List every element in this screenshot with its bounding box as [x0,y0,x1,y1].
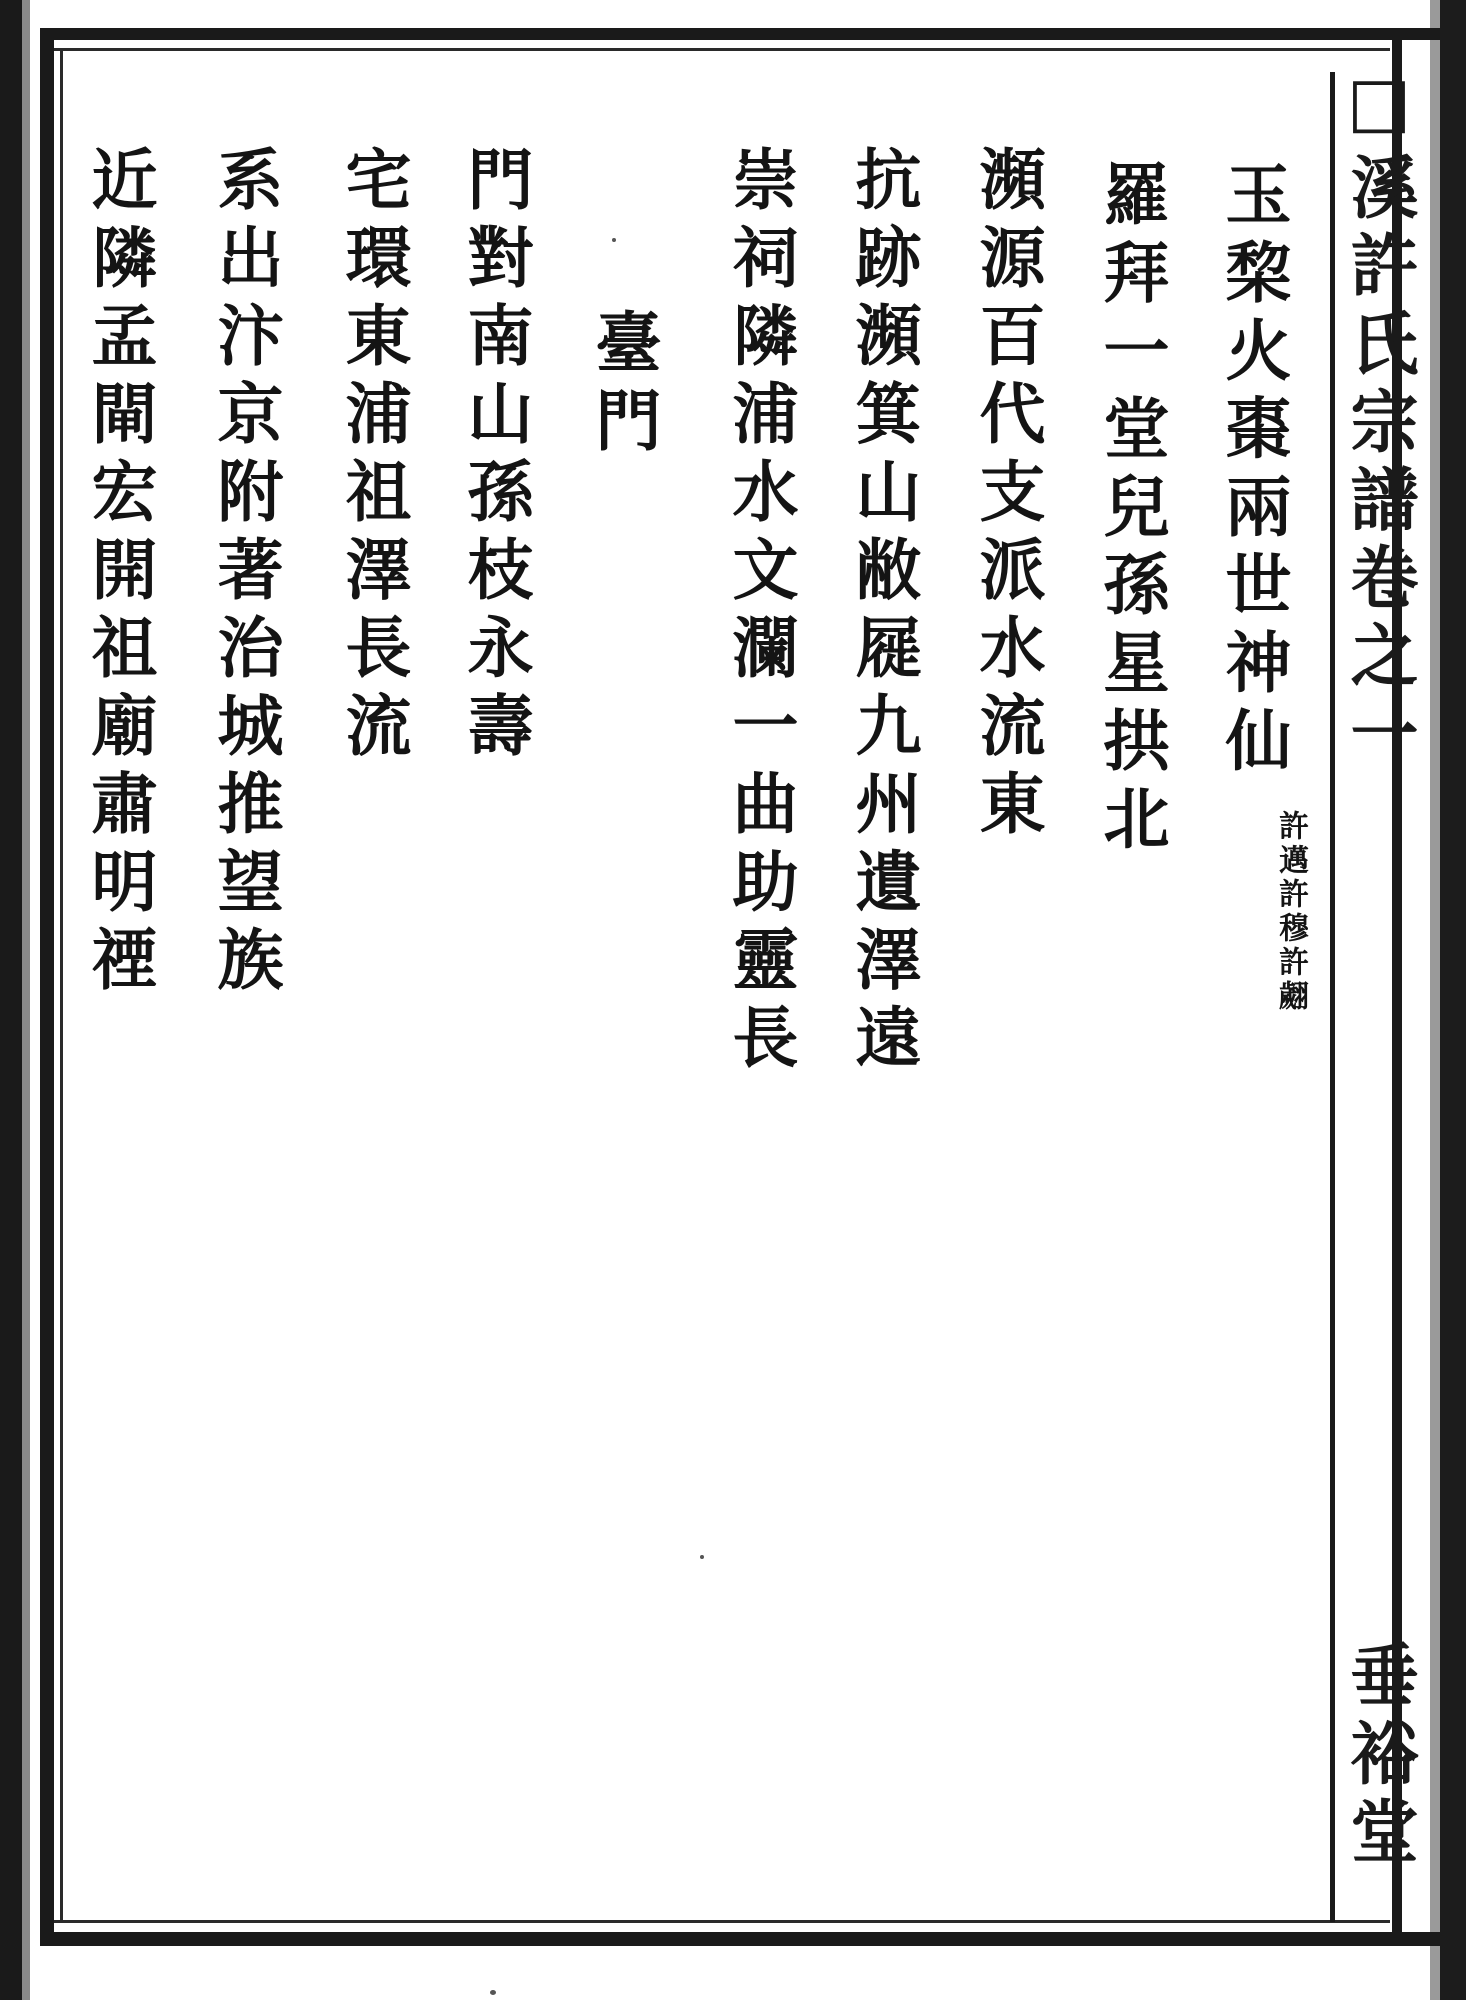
frame-rule-center-fold [1330,72,1335,1922]
frame-border-left [40,28,54,1946]
text-column-9: 近隣孟閘宏開祖廟肅明禋 [80,145,158,1003]
text-column-2: 羅拜一堂兒孫星拱北 [1092,160,1170,862]
frame-border-top [40,28,1440,40]
text-column-3: 瀕源百代支派水流東 [968,145,1046,847]
text-column-1: 玉棃火棗兩世神仙 [1214,160,1292,784]
annotation-names: 許邁許穆許翽 [1273,810,1308,1014]
margin-title: □溪許氏宗譜卷之一 [1339,62,1419,776]
section-heading-taimen: 臺門 [584,308,662,464]
frame-border-bottom [40,1932,1440,1946]
frame-rule-bottom [40,1920,1390,1923]
text-column-4: 抗跡瀕箕山敝屣九州遺澤遠 [844,145,922,1081]
frame-rule-top [40,48,1390,51]
scan-edge-left [0,0,22,2000]
scan-speck [490,1990,496,1995]
text-column-6: 門對南山孫枝永壽 [456,145,534,769]
scan-edge-right-shadow [1430,0,1440,2000]
scan-edge-left-shadow [22,0,30,2000]
margin-hall-name: 垂裕堂 [1339,1640,1419,1874]
scan-speck [700,1555,704,1559]
text-column-5: 崇祠隣浦水文瀾一曲助靈長 [721,145,799,1081]
scan-edge-right [1440,0,1466,2000]
scan-speck [612,238,616,242]
text-column-7: 宅環東浦祖澤長流 [334,145,412,769]
text-column-8: 系出汴京附著治城推望族 [206,145,284,1003]
frame-rule-left [60,48,63,1923]
